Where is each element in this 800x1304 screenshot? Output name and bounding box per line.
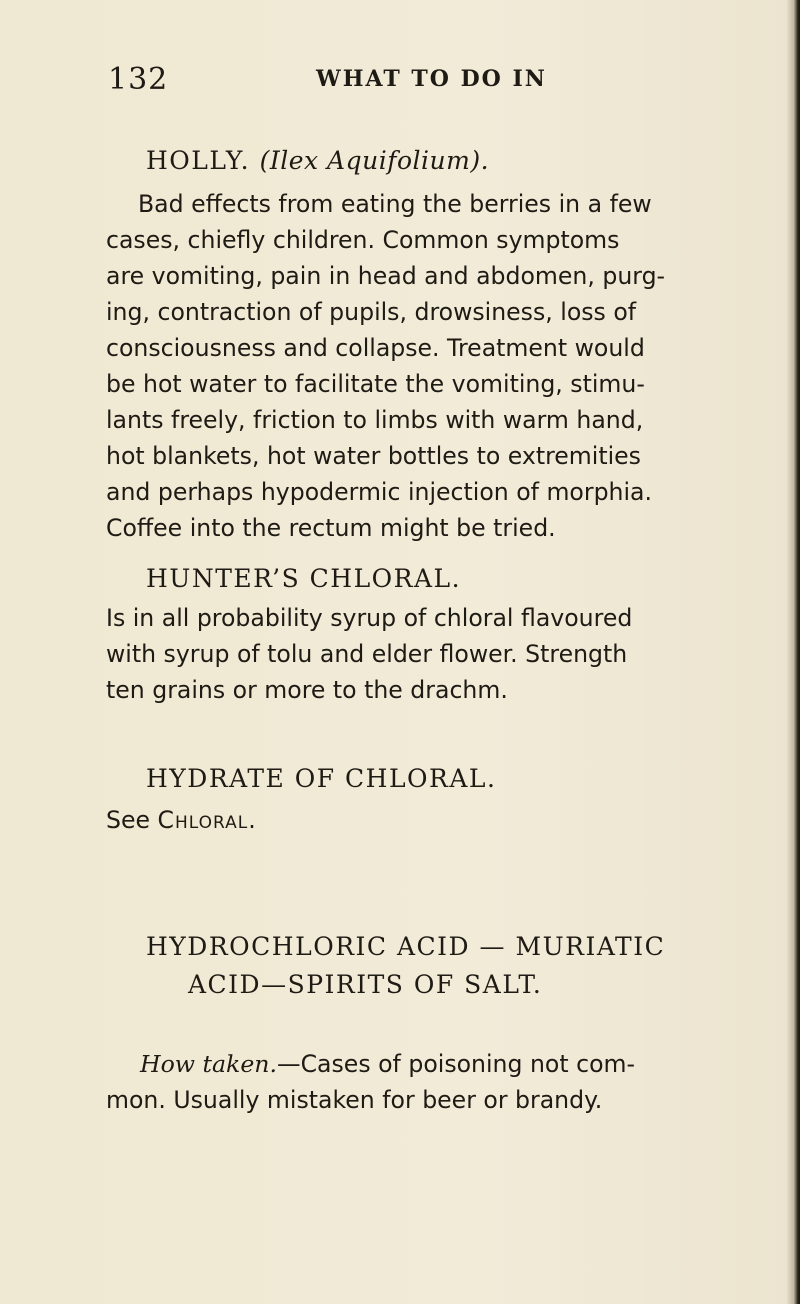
text-line: and perhaps hypodermic injection of morphia. [106,478,653,506]
see-prefix: See [106,806,158,834]
cross-reference-chloral: Chloral. [157,806,257,834]
holly-latin-name: (Ilex Aquifolium). [259,146,490,175]
text-line: cases, chiefly children. Common symptoms [106,226,620,254]
running-head [108,62,668,102]
text-line: ing, contraction of pupils, drowsiness, loss of [106,298,637,326]
text-line: Is in all probability syrup of chloral flavoured [106,604,633,632]
text-line: mon. Usually mistaken for beer or brandy. [106,1086,603,1114]
text-line: ten grains or more to the drachm. [106,676,508,704]
text-line: consciousness and collapse. Treatment would [106,334,645,362]
section-heading-hydrochloric-acid-line2: ACID—SPIRITS OF SALT. [188,970,543,999]
hydrochloric-acid-paragraph [106,1046,766,1118]
text-line: Coffee into the rectum might be tried. [106,514,556,542]
text-line: Bad effects from eating the berries in a few [138,190,652,218]
section-heading-hydrochloric-acid-line1: HYDROCHLORIC ACID — MURIATIC [146,932,666,961]
text-line [106,802,766,838]
page-number: 132 [108,62,169,97]
section-heading-holly [146,146,489,175]
section-heading-hydrate-of-chloral: HYDRATE OF CHLORAL. [146,764,497,793]
hydrate-of-chloral-paragraph [106,802,766,838]
how-taken-text: —Cases of poisoning not com- [276,1050,636,1078]
holly-paragraph [106,186,766,546]
page-edge-shadow [786,0,800,1304]
text-line: lants freely, friction to limbs with warm hand, [106,406,644,434]
holly-heading-text: HOLLY. [146,146,251,175]
running-head-title: WHAT TO DO IN [316,66,547,92]
hunters-chloral-paragraph [106,600,766,708]
text-line: be hot water to facilitate the vomiting, stimu- [106,370,645,398]
section-heading-hunters-chloral: HUNTER’S CHLORAL. [146,564,462,593]
text-line: hot blankets, hot water bottles to extremities [106,442,641,470]
how-taken-label: How taken. [140,1050,277,1078]
text-line [106,1046,766,1082]
text-line: with syrup of tolu and elder flower. Strength [106,640,628,668]
text-line: are vomiting, pain in head and abdomen, purg- [106,262,666,290]
